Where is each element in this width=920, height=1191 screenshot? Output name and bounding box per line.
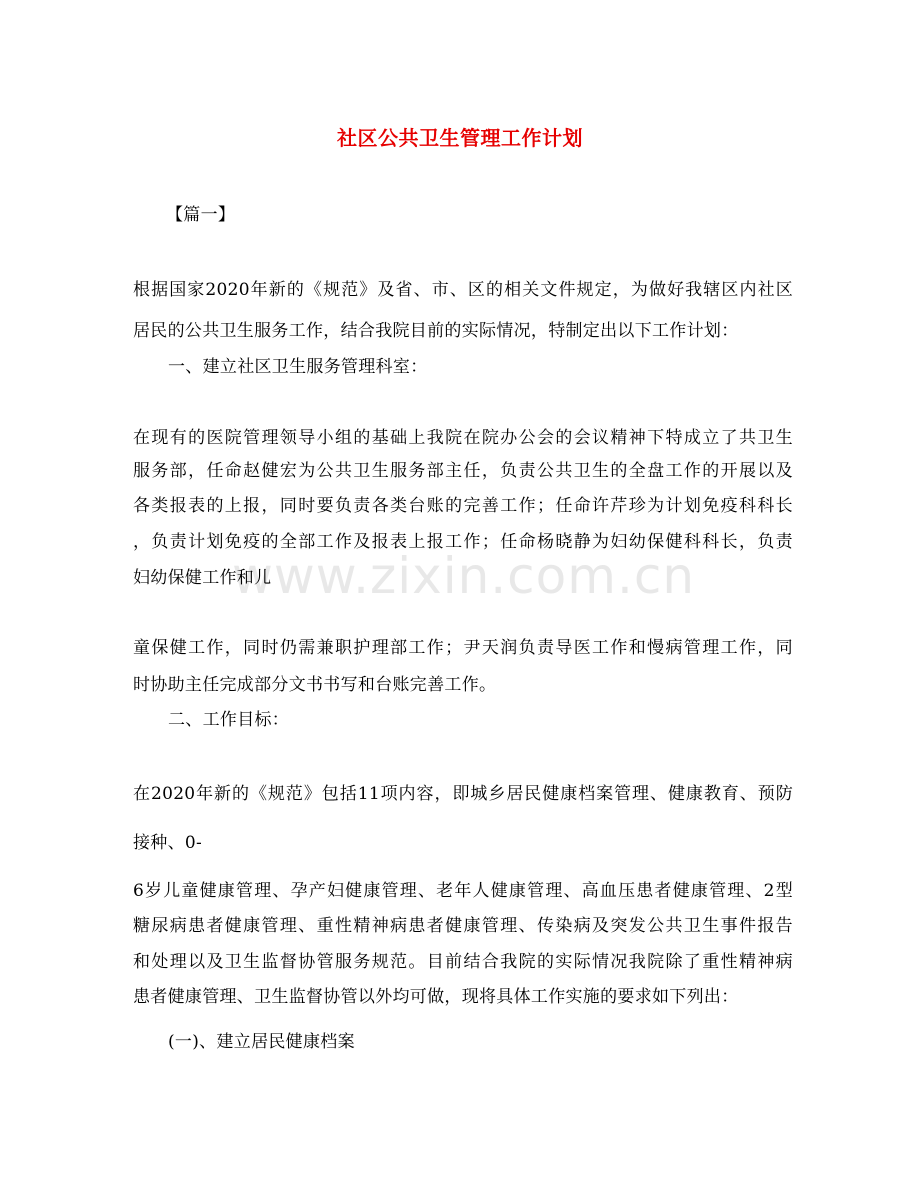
heading-line: 二、工作目标： [168, 710, 290, 730]
paragraph-line: 患者健康管理、卫生监督协管以外均可做，现将具体工作实施的要求如下列出： [133, 987, 739, 1007]
paragraph-line: 时协助主任完成部分文书书写和台账完善工作。 [133, 675, 497, 695]
paragraph-line: 妇幼保健工作和儿 [133, 568, 272, 588]
paragraph-line: ，负责计划免疫的全部工作及报表上报工作；任命杨晓静为妇幼保健科科长，负责 [133, 532, 793, 552]
paragraph-line: 各类报表的上报，同时要负责各类台账的完善工作；任命许芹珍为计划免疫科科长 [133, 496, 793, 516]
paragraph-line: 童保健工作，同时仍需兼职护理部工作；尹天润负责导医工作和慢病管理工作，同 [133, 638, 793, 658]
paragraph-line: 服务部，任命赵健宏为公共卫生服务部主任，负责公共卫生的全盘工作的开展以及 [133, 461, 793, 481]
heading-line: 一、建立社区卫生服务管理科室： [168, 357, 428, 377]
paragraph-line: 在2020年新的《规范》包括11项内容，即城乡居民健康档案管理、健康教育、预防 [133, 784, 793, 804]
paragraph-line: 接种、0- [133, 833, 203, 853]
paragraph-line: 6岁儿童健康管理、孕产妇健康管理、老年人健康管理、高血压患者健康管理、2型 [133, 881, 793, 901]
paragraph-line: 糖尿病患者健康管理、重性精神病患者健康管理、传染病及突发公共卫生事件报告 [133, 916, 793, 936]
paragraph-line: 在现有的医院管理领导小组的基础上我院在院办公会的会议精神下特成立了共卫生 [133, 428, 793, 448]
paragraph-line: 和处理以及卫生监督协管服务规范。目前结合我院的实际情况我院除了重性精神病 [133, 952, 793, 972]
heading-line: (一)、建立居民健康档案 [168, 1032, 355, 1052]
paragraph-line: 根据国家2020年新的《规范》及省、市、区的相关文件规定，为做好我辖区内社区 [133, 280, 793, 300]
page-title: 社区公共卫生管理工作计划 [337, 126, 583, 150]
paragraph-line: 居民的公共卫生服务工作，结合我院目前的实际情况，特制定出以下工作计划： [133, 321, 739, 341]
section-label: 【篇一】 [166, 205, 236, 225]
watermark: www.zixin.com.cn [232, 547, 696, 605]
